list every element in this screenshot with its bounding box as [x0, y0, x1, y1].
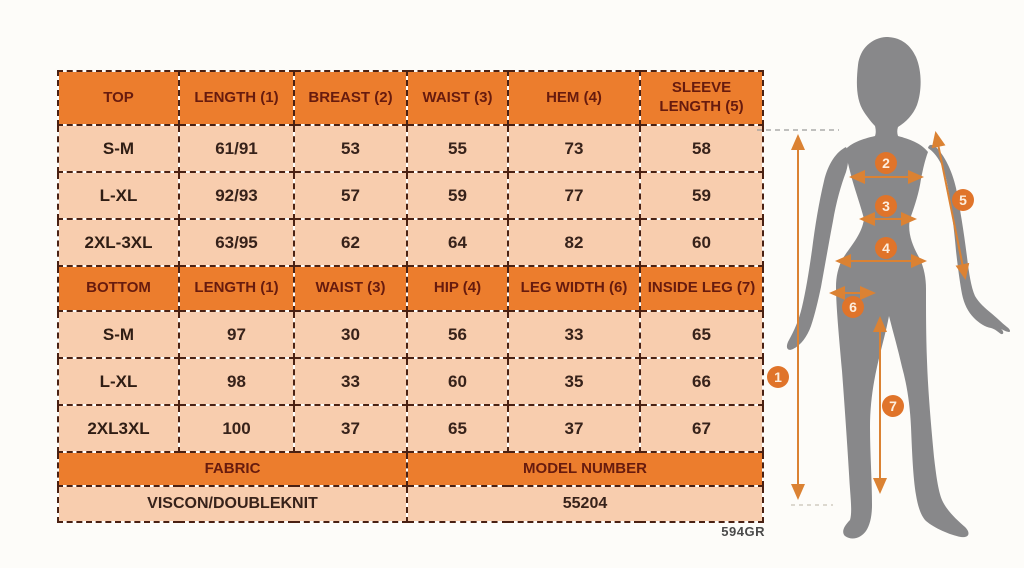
table-row	[58, 358, 763, 405]
value-cell: 98	[179, 358, 294, 405]
value-cell: 64	[407, 219, 508, 266]
measure-marker-7: 7	[882, 395, 904, 417]
size-label: S-M	[58, 311, 179, 358]
top-header-row	[58, 71, 763, 125]
fabric-value: VISCON/DOUBLEKNIT	[58, 486, 407, 522]
measure-marker-1: 1	[767, 366, 789, 388]
size-label: S-M	[58, 125, 179, 172]
value-cell: 33	[508, 311, 640, 358]
value-cell: 97	[179, 311, 294, 358]
top-header-length: LENGTH (1)	[179, 71, 294, 125]
bottom-header-inside-leg: INSIDE LEG (7)	[640, 266, 763, 311]
size-label: 2XL-3XL	[58, 219, 179, 266]
bottom-header-waist: WAIST (3)	[294, 266, 407, 311]
top-header-sleeve-length: SLEEVE LENGTH (5)	[640, 71, 763, 125]
table-row	[58, 311, 763, 358]
value-cell: 60	[640, 219, 763, 266]
woman-right-arm	[928, 145, 1010, 334]
value-cell: 37	[294, 405, 407, 452]
value-cell: 62	[294, 219, 407, 266]
figure-canvas	[755, 13, 1024, 558]
size-label: L-XL	[58, 172, 179, 219]
table-row	[58, 125, 763, 172]
value-cell: 65	[640, 311, 763, 358]
measure-marker-4: 4	[875, 237, 897, 259]
bottom-header-row	[58, 266, 763, 311]
model-number-value: 55204	[407, 486, 763, 522]
measurement-figure	[755, 13, 1024, 558]
value-cell: 92/93	[179, 172, 294, 219]
top-header-waist: WAIST (3)	[407, 71, 508, 125]
measure-marker-5: 5	[952, 189, 974, 211]
bottom-header-hip: HIP (4)	[407, 266, 508, 311]
top-header-breast: BREAST (2)	[294, 71, 407, 125]
value-cell: 60	[407, 358, 508, 405]
value-cell: 73	[508, 125, 640, 172]
fabric-header: FABRIC	[58, 452, 407, 486]
woman-silhouette	[836, 37, 968, 538]
value-cell: 58	[640, 125, 763, 172]
top-header-cell: TOP	[58, 71, 179, 125]
value-cell: 55	[407, 125, 508, 172]
value-cell: 65	[407, 405, 508, 452]
value-cell: 35	[508, 358, 640, 405]
value-cell: 67	[640, 405, 763, 452]
style-code: 594GR	[721, 524, 765, 539]
bottom-header-leg-width: LEG WIDTH (6)	[508, 266, 640, 311]
value-cell: 66	[640, 358, 763, 405]
measure-marker-6: 6	[842, 296, 864, 318]
fabric-value-row	[58, 486, 763, 522]
size-label: 2XL3XL	[58, 405, 179, 452]
table-row	[58, 219, 763, 266]
top-header-hem: HEM (4)	[508, 71, 640, 125]
model-number-header: MODEL NUMBER	[407, 452, 763, 486]
value-cell: 53	[294, 125, 407, 172]
size-chart-table	[57, 70, 764, 523]
measure-marker-2: 2	[875, 152, 897, 174]
value-cell: 77	[508, 172, 640, 219]
value-cell: 37	[508, 405, 640, 452]
value-cell: 30	[294, 311, 407, 358]
bottom-header-cell: BOTTOM	[58, 266, 179, 311]
value-cell: 56	[407, 311, 508, 358]
bottom-header-length: LENGTH (1)	[179, 266, 294, 311]
value-cell: 57	[294, 172, 407, 219]
value-cell: 59	[407, 172, 508, 219]
table-row	[58, 172, 763, 219]
value-cell: 59	[640, 172, 763, 219]
measure-marker-3: 3	[875, 195, 897, 217]
size-label: L-XL	[58, 358, 179, 405]
table-row	[58, 405, 763, 452]
value-cell: 63/95	[179, 219, 294, 266]
value-cell: 82	[508, 219, 640, 266]
value-cell: 100	[179, 405, 294, 452]
value-cell: 61/91	[179, 125, 294, 172]
value-cell: 33	[294, 358, 407, 405]
fabric-header-row	[58, 452, 763, 486]
